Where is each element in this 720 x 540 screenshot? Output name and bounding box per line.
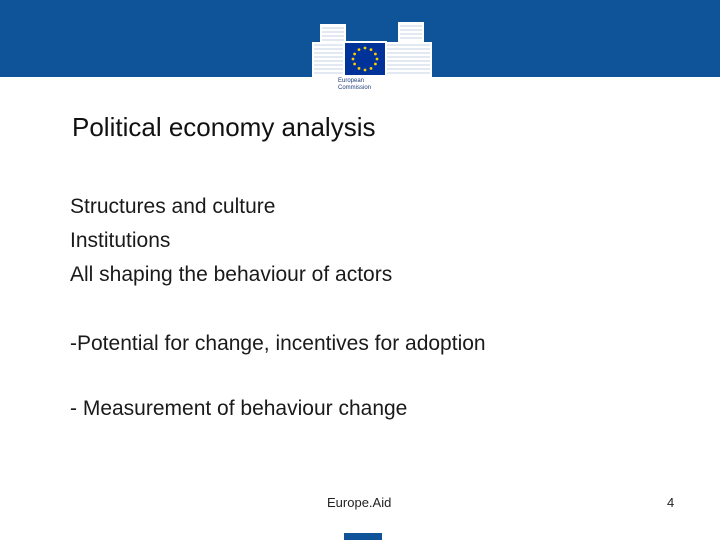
european-commission-logo xyxy=(312,18,432,100)
slide-title: Political economy analysis xyxy=(72,112,376,142)
body-line-potential: -Potential for change, incentives for adoption xyxy=(70,332,486,355)
footer-tab xyxy=(344,533,382,540)
body-line-shaping: All shaping the behaviour of actors xyxy=(70,263,393,286)
logo-text-line2: Commission xyxy=(338,85,372,91)
building-logo-icon xyxy=(312,18,432,78)
body-line-structures: Structures and culture xyxy=(70,195,276,218)
logo-text xyxy=(338,78,398,92)
logo-text-line1: European xyxy=(338,78,365,84)
body-line-institutions: Institutions xyxy=(70,229,171,252)
footer-label: Europe.Aid xyxy=(327,495,392,510)
page-number: 4 xyxy=(667,495,675,510)
slide-body xyxy=(70,194,690,430)
body-line-measurement: - Measurement of behaviour change xyxy=(70,397,408,420)
